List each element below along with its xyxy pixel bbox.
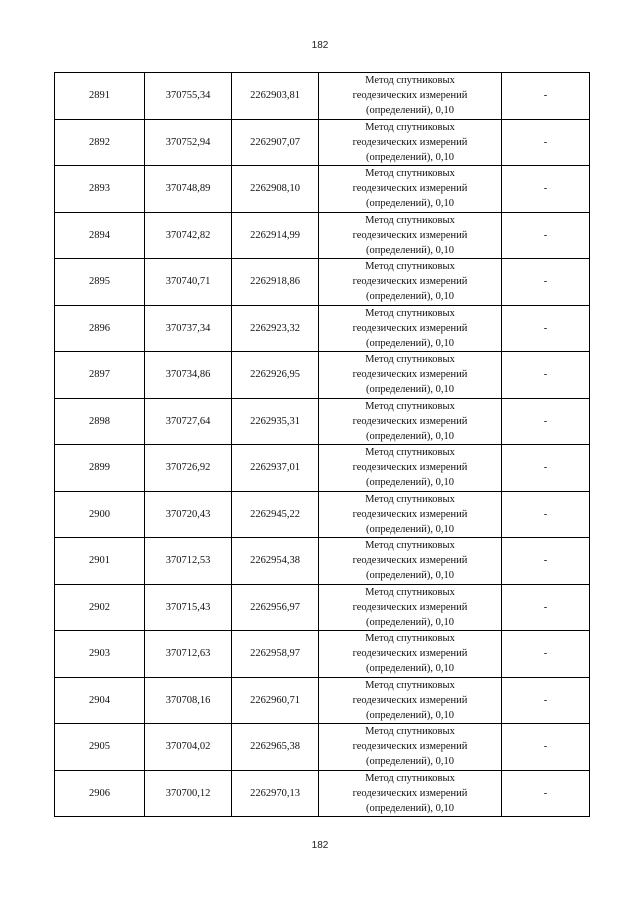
point-number-cell: 2899 — [55, 445, 145, 492]
x-coordinate-cell: 370704,02 — [145, 724, 232, 771]
point-number-cell: 2906 — [55, 770, 145, 817]
method-line-3: (определений), 0,10 — [365, 477, 455, 489]
coordinates-table — [54, 72, 590, 817]
method-line-2: геодезических измерений — [352, 90, 468, 102]
table-row — [55, 445, 590, 492]
method-cell — [319, 119, 502, 166]
description-cell: - — [502, 724, 590, 771]
method-line-1: Метод спутниковых — [365, 493, 455, 505]
table-row — [55, 305, 590, 352]
point-number-cell: 2897 — [55, 352, 145, 399]
y-coordinate-cell: 2262965,38 — [232, 724, 319, 771]
description-cell: - — [502, 491, 590, 538]
method-line-2: геодезических измерений — [352, 322, 468, 334]
method-line-2: геодезических измерений — [352, 601, 468, 613]
method-line-1: Метод спутниковых — [365, 726, 455, 738]
method-cell — [319, 445, 502, 492]
method-line-3: (определений), 0,10 — [365, 198, 455, 210]
table-row — [55, 491, 590, 538]
x-coordinate-cell: 370737,34 — [145, 305, 232, 352]
method-line-1: Метод спутниковых — [365, 540, 455, 552]
description-cell: - — [502, 352, 590, 399]
method-line-2: геодезических измерений — [352, 276, 468, 288]
method-line-2: геодезических измерений — [352, 648, 468, 660]
y-coordinate-cell: 2262956,97 — [232, 584, 319, 631]
method-cell — [319, 305, 502, 352]
method-cell — [319, 212, 502, 259]
y-coordinate-cell: 2262903,81 — [232, 73, 319, 120]
point-number-cell: 2895 — [55, 259, 145, 306]
method-cell — [319, 631, 502, 678]
x-coordinate-cell: 370742,82 — [145, 212, 232, 259]
point-number-cell: 2904 — [55, 677, 145, 724]
method-line-3: (определений), 0,10 — [365, 802, 455, 814]
y-coordinate-cell: 2262907,07 — [232, 119, 319, 166]
x-coordinate-cell: 370755,34 — [145, 73, 232, 120]
method-line-1: Метод спутниковых — [365, 75, 455, 87]
method-cell — [319, 166, 502, 213]
x-coordinate-cell: 370748,89 — [145, 166, 232, 213]
method-cell — [319, 491, 502, 538]
x-coordinate-cell: 370708,16 — [145, 677, 232, 724]
method-line-3: (определений), 0,10 — [365, 337, 455, 349]
method-line-2: геодезических измерений — [352, 741, 468, 753]
table-row — [55, 398, 590, 445]
description-cell: - — [502, 212, 590, 259]
method-line-2: геодезических измерений — [352, 415, 468, 427]
point-number-cell: 2902 — [55, 584, 145, 631]
y-coordinate-cell: 2262923,32 — [232, 305, 319, 352]
y-coordinate-cell: 2262937,01 — [232, 445, 319, 492]
method-line-1: Метод спутниковых — [365, 633, 455, 645]
method-line-3: (определений), 0,10 — [365, 384, 455, 396]
point-number-cell: 2893 — [55, 166, 145, 213]
table-row — [55, 212, 590, 259]
description-cell: - — [502, 770, 590, 817]
method-cell — [319, 538, 502, 585]
y-coordinate-cell: 2262914,99 — [232, 212, 319, 259]
method-line-1: Метод спутниковых — [365, 307, 455, 319]
method-line-3: (определений), 0,10 — [365, 151, 455, 163]
method-line-3: (определений), 0,10 — [365, 523, 455, 535]
x-coordinate-cell: 370700,12 — [145, 770, 232, 817]
y-coordinate-cell: 2262926,95 — [232, 352, 319, 399]
table-row — [55, 631, 590, 678]
method-line-2: геодезических измерений — [352, 183, 468, 195]
method-line-3: (определений), 0,10 — [365, 244, 455, 256]
method-line-3: (определений), 0,10 — [365, 756, 455, 768]
table-row — [55, 166, 590, 213]
method-cell — [319, 352, 502, 399]
method-cell — [319, 584, 502, 631]
description-cell: - — [502, 259, 590, 306]
y-coordinate-cell: 2262958,97 — [232, 631, 319, 678]
method-line-1: Метод спутниковых — [365, 121, 455, 133]
method-line-1: Метод спутниковых — [365, 214, 455, 226]
point-number-cell: 2891 — [55, 73, 145, 120]
method-line-2: геодезических измерений — [352, 229, 468, 241]
x-coordinate-cell: 370715,43 — [145, 584, 232, 631]
method-line-2: геодезических измерений — [352, 787, 468, 799]
method-line-3: (определений), 0,10 — [365, 105, 455, 117]
description-cell: - — [502, 445, 590, 492]
table-row — [55, 119, 590, 166]
x-coordinate-cell: 370752,94 — [145, 119, 232, 166]
method-line-1: Метод спутниковых — [365, 261, 455, 273]
y-coordinate-cell: 2262945,22 — [232, 491, 319, 538]
method-line-2: геодезических измерений — [352, 555, 468, 567]
method-line-3: (определений), 0,10 — [365, 291, 455, 303]
method-line-3: (определений), 0,10 — [365, 616, 455, 628]
y-coordinate-cell: 2262908,10 — [232, 166, 319, 213]
table-row — [55, 259, 590, 306]
description-cell: - — [502, 305, 590, 352]
description-cell: - — [502, 398, 590, 445]
y-coordinate-cell: 2262960,71 — [232, 677, 319, 724]
description-cell: - — [502, 119, 590, 166]
description-cell: - — [502, 73, 590, 120]
y-coordinate-cell: 2262970,13 — [232, 770, 319, 817]
method-cell — [319, 677, 502, 724]
method-line-1: Метод спутниковых — [365, 772, 455, 784]
x-coordinate-cell: 370712,63 — [145, 631, 232, 678]
method-line-2: геодезических измерений — [352, 136, 468, 148]
point-number-cell: 2905 — [55, 724, 145, 771]
table-row — [55, 724, 590, 771]
description-cell: - — [502, 584, 590, 631]
x-coordinate-cell: 370740,71 — [145, 259, 232, 306]
method-line-1: Метод спутниковых — [365, 679, 455, 691]
y-coordinate-cell: 2262935,31 — [232, 398, 319, 445]
description-cell: - — [502, 631, 590, 678]
y-coordinate-cell: 2262918,86 — [232, 259, 319, 306]
method-line-2: геодезических измерений — [352, 508, 468, 520]
point-number-cell: 2894 — [55, 212, 145, 259]
method-cell — [319, 724, 502, 771]
method-line-3: (определений), 0,10 — [365, 709, 455, 721]
point-number-cell: 2898 — [55, 398, 145, 445]
method-cell — [319, 73, 502, 120]
method-line-1: Метод спутниковых — [365, 447, 455, 459]
point-number-cell: 2896 — [55, 305, 145, 352]
x-coordinate-cell: 370727,64 — [145, 398, 232, 445]
method-line-1: Метод спутниковых — [365, 400, 455, 412]
x-coordinate-cell: 370712,53 — [145, 538, 232, 585]
page-number-top: 182 — [311, 40, 329, 51]
method-line-2: геодезических измерений — [352, 462, 468, 474]
description-cell: - — [502, 538, 590, 585]
point-number-cell: 2903 — [55, 631, 145, 678]
point-number-cell: 2900 — [55, 491, 145, 538]
method-cell — [319, 259, 502, 306]
description-cell: - — [502, 677, 590, 724]
point-number-cell: 2892 — [55, 119, 145, 166]
method-line-2: геодезических измерений — [352, 694, 468, 706]
x-coordinate-cell: 370734,86 — [145, 352, 232, 399]
method-line-2: геодезических измерений — [352, 369, 468, 381]
table-row — [55, 677, 590, 724]
method-line-1: Метод спутниковых — [365, 168, 455, 180]
x-coordinate-cell: 370726,92 — [145, 445, 232, 492]
description-cell: - — [502, 166, 590, 213]
coordinates-table-body — [55, 73, 590, 817]
method-cell — [319, 770, 502, 817]
method-line-3: (определений), 0,10 — [365, 570, 455, 582]
page-number-bottom: 182 — [311, 840, 329, 851]
method-line-1: Метод спутниковых — [365, 586, 455, 598]
table-row — [55, 73, 590, 120]
table-row — [55, 538, 590, 585]
x-coordinate-cell: 370720,43 — [145, 491, 232, 538]
y-coordinate-cell: 2262954,38 — [232, 538, 319, 585]
point-number-cell: 2901 — [55, 538, 145, 585]
method-line-3: (определений), 0,10 — [365, 430, 455, 442]
method-line-3: (определений), 0,10 — [365, 663, 455, 675]
table-row — [55, 352, 590, 399]
method-cell — [319, 398, 502, 445]
method-line-1: Метод спутниковых — [365, 354, 455, 366]
table-row — [55, 770, 590, 817]
table-row — [55, 584, 590, 631]
